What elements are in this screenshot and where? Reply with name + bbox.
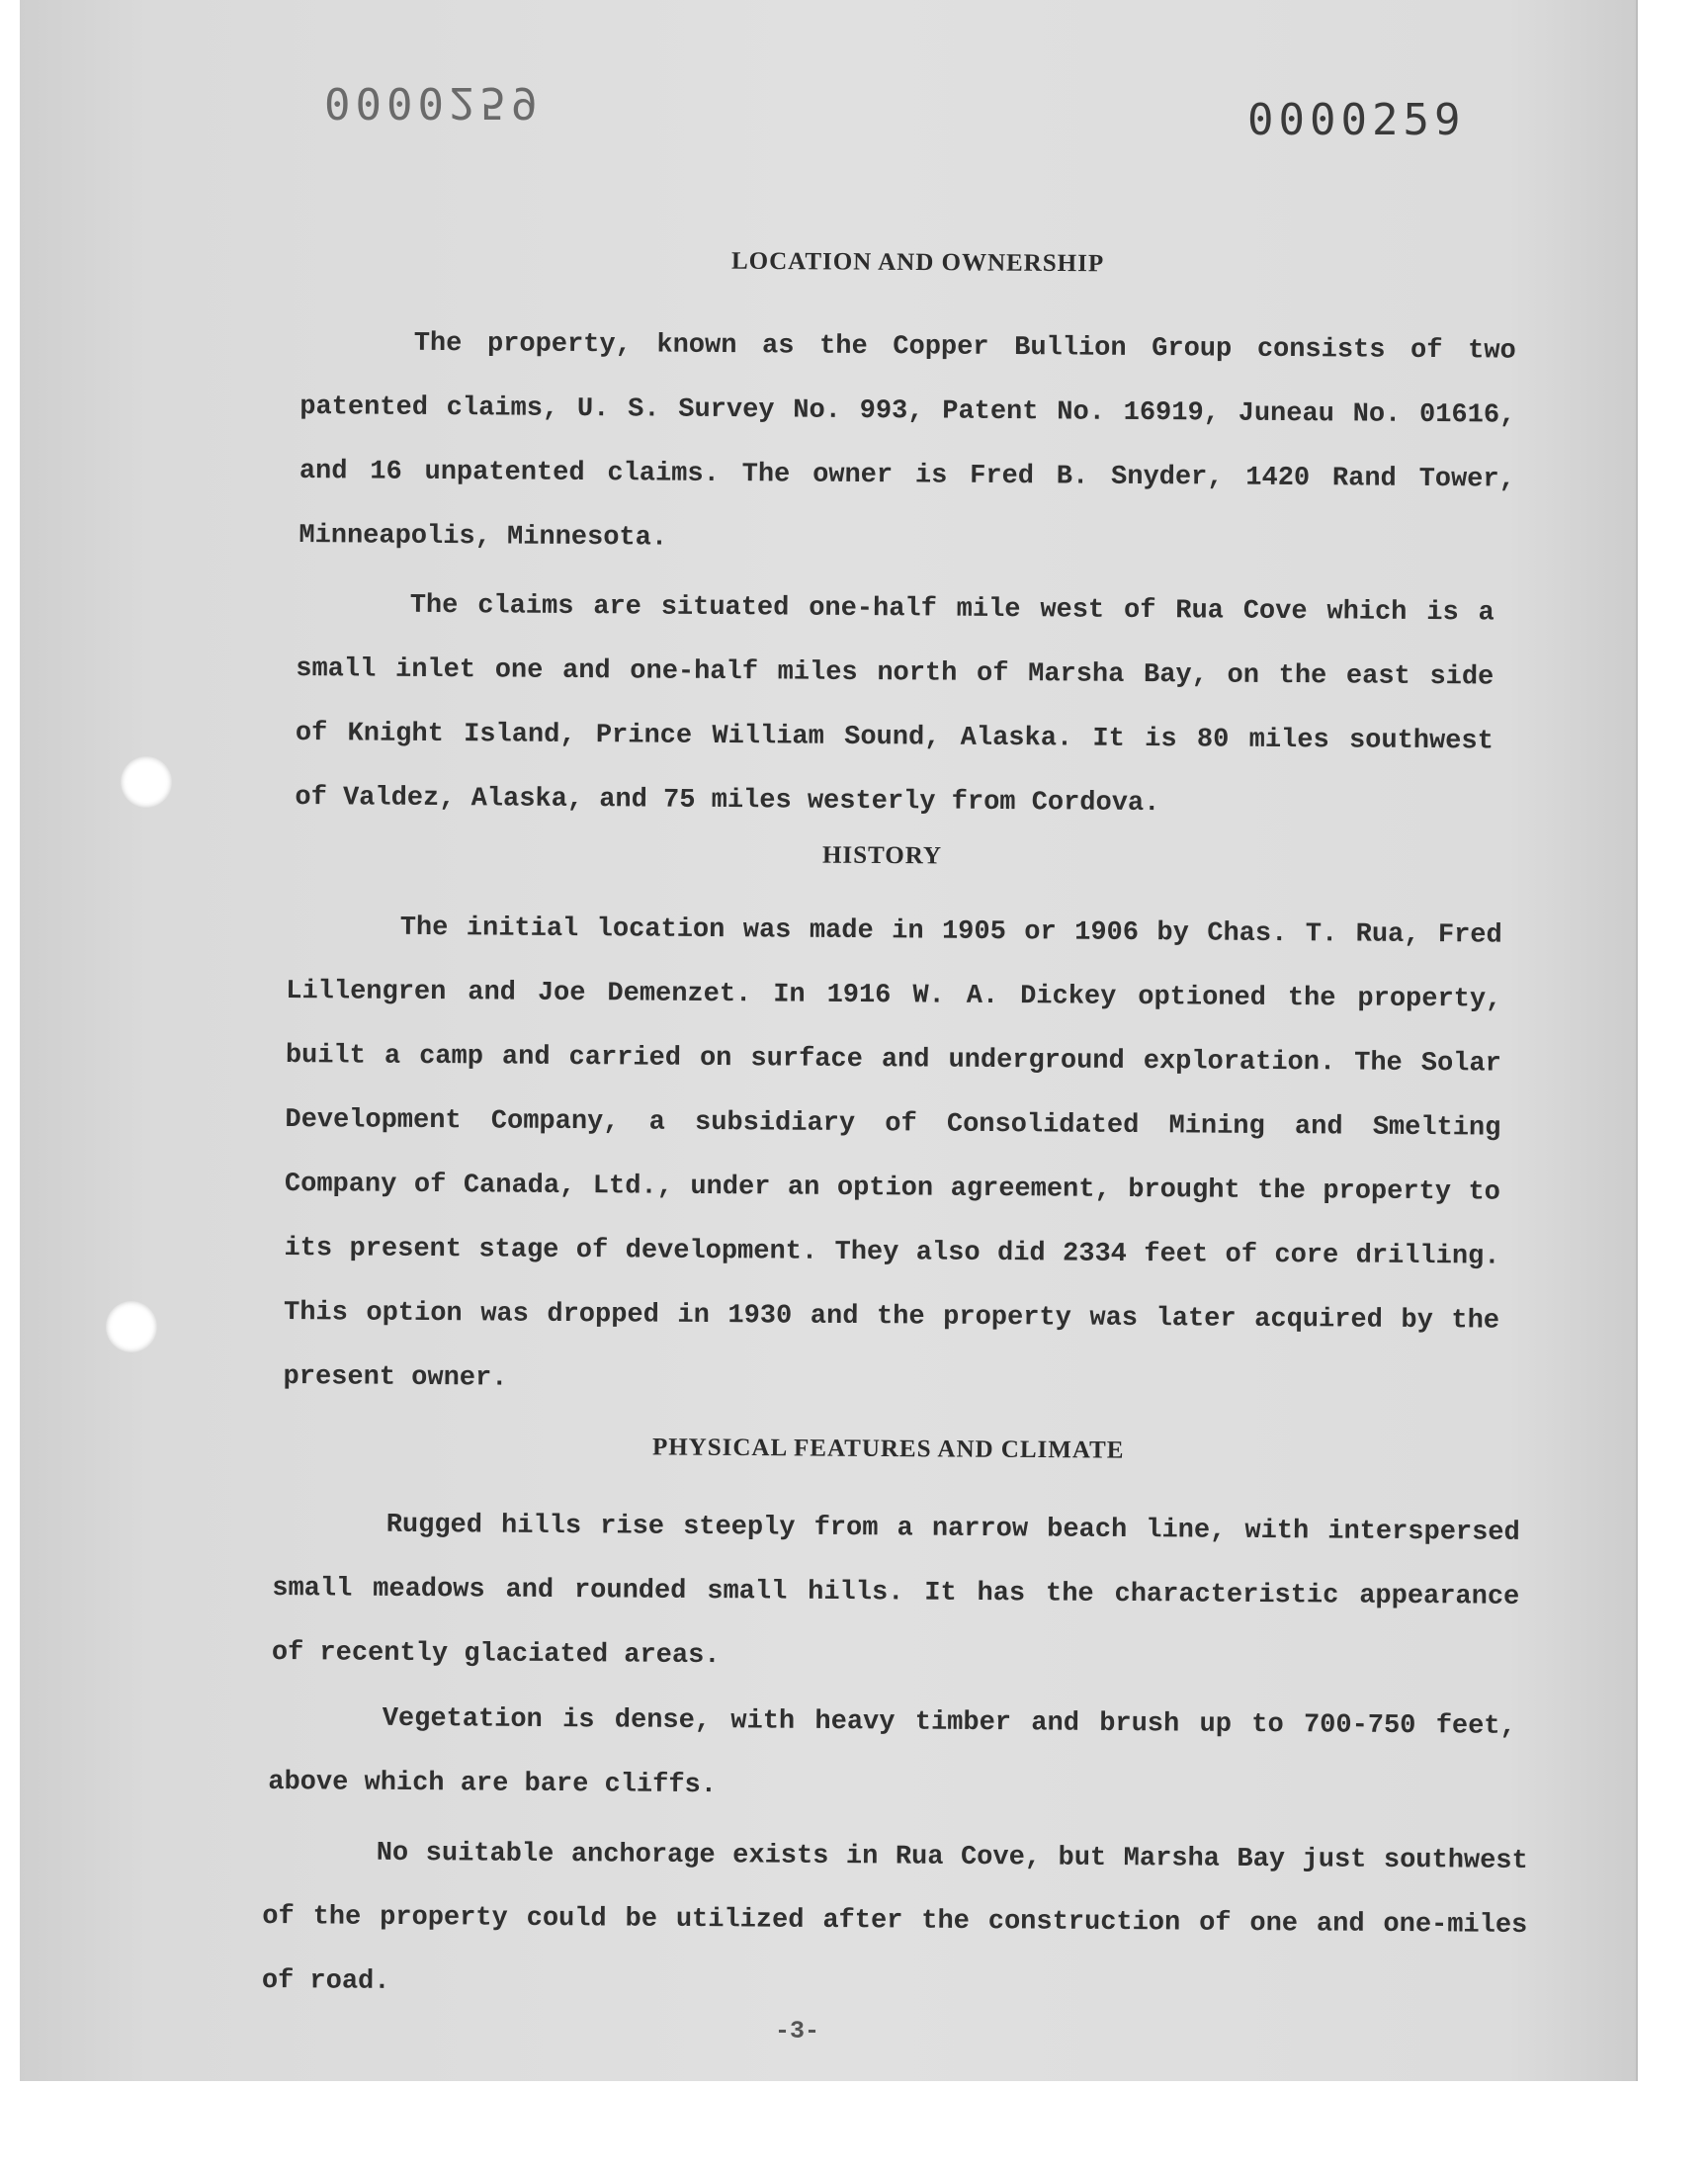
section-heading-location: LOCATION AND OWNERSHIP	[730, 247, 1105, 278]
paragraph-history: The initial location was made in 1905 or 1906 by Chas. T. Rua, Fred Lillengren and Joe Demenzet. In 1916 W. A. Dickey optioned the property, built a camp and carried on surface and underground exploration. The Solar Development Company, a subsidiary of Consolidated Mining and Smelting Company of Canada, Ltd., under an option agreement, brought the property to its present stage of development. They also did 2334 feet of core drilling. This option was dropped in 1930 and the property was later acquired by the present owner.	[283, 913, 1502, 1394]
document-number: 0000259	[1247, 95, 1466, 145]
page-number: -3-	[775, 2017, 820, 2045]
punch-hole-top	[121, 756, 172, 808]
paragraph-vegetation: Vegetation is dense, with heavy timber and brush up to 700-750 feet, above which are bare cliffs.	[268, 1703, 1516, 1801]
paragraph-ownership: The property, known as the Copper Bullion Group consists of two patented claims, U. S. Survey No. 993, Patent No. 16919, Juneau No. 01616, and 16 unpatented claims. The owner is Fred B. Snyder, 1420 Rand Tower, Minneapolis, Minnesota.	[299, 328, 1516, 554]
section-heading-history: HISTORY	[821, 841, 943, 870]
paragraph-location: The claims are situated one-half mile west of Rua Cove which is a small inlet one and one-half miles north of Marsha Bay, on the east side of Knight Island, Prince William Sound, Alaska. It is 80 miles southwest of Valdez, Alaska, and 75 miles westerly from Cordova.	[295, 590, 1494, 820]
punch-hole-bottom	[106, 1301, 157, 1352]
section-heading-physical-features: PHYSICAL FEATURES AND CLIMATE	[651, 1434, 1125, 1464]
document-number-bleed-through: 0000259	[324, 77, 543, 128]
paragraph-anchorage: No suitable anchorage exists in Rua Cove, but Marsha Bay just southwest of the property could be utilized after the construction of one and one-miles of road.	[261, 1838, 1528, 1997]
paragraph-terrain: Rugged hills rise steeply from a narrow beach line, with interspersed small meadows and rounded small hills. It has the characteristic appearance of recently glaciated areas.	[271, 1510, 1520, 1672]
